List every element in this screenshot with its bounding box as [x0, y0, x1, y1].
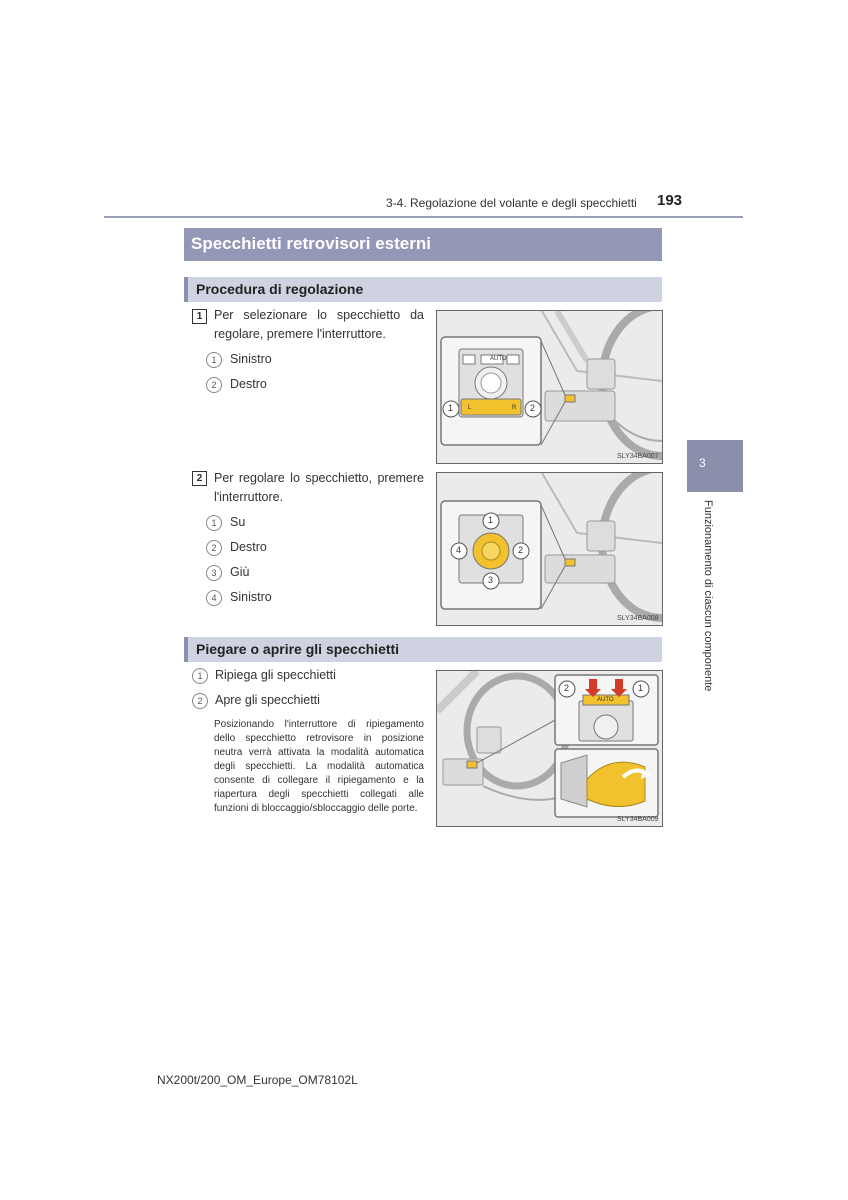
step-2-item-4-text: Sinistro — [230, 590, 272, 604]
running-header: 3-4. Regolazione del volante e degli specchietti — [386, 196, 637, 210]
figure-mirror-select-illustration — [437, 311, 662, 463]
document-code-footer: NX200t/200_OM_Europe_OM78102L — [157, 1073, 358, 1087]
step-1-item-1-text: Sinistro — [230, 352, 272, 366]
step-2-item-2-marker: 2 — [206, 540, 222, 556]
step-1-item-2-text: Destro — [230, 377, 267, 391]
figure-1-callout-2: 2 — [530, 403, 536, 413]
figure-2-callout-2: 2 — [518, 545, 524, 555]
subheading-fold: Piegare o aprire gli specchietti — [184, 637, 662, 662]
figure-2-callout-1: 1 — [488, 515, 494, 525]
figure-1-callout-1: 1 — [448, 403, 454, 413]
figure-3-code: SLY34BA009 — [617, 816, 659, 823]
step-2-item-3-marker: 3 — [206, 565, 222, 581]
fold-item-2-marker: 2 — [192, 693, 208, 709]
figure-1-code: SLY34BA007 — [617, 453, 659, 460]
step-2-text: Per regolare lo specchietto, premere l'interruttore. — [214, 471, 424, 504]
step-1-item-2-marker: 2 — [206, 377, 222, 393]
step-2-item-1-marker: 1 — [206, 515, 222, 531]
fold-item-1-text: Ripiega gli specchietti — [215, 668, 336, 682]
section-title: Specchietti retrovisori esterni — [184, 228, 662, 261]
fold-note: Posizionando l'interruttore di ripiegamento dello specchietto retrovisore in posizione neutra verrà attivata la modalità automatica degli specchietti. La modalità automatica consente di collegare il ripiegamento e la riapertura degli specchietti collegati alle funzioni di bloccaggio/sbloccaggio delle porte. — [214, 719, 424, 814]
step-2-item-2-text: Destro — [230, 540, 267, 554]
fold-item-1-marker: 1 — [192, 668, 208, 684]
step-1-marker: 1 — [192, 309, 207, 324]
chapter-title-vertical: Funzionamento di ciascun componente — [702, 500, 714, 692]
header-rule — [104, 216, 743, 218]
step-2-item-4-marker: 4 — [206, 590, 222, 606]
figure-mirror-fold — [436, 670, 663, 827]
chapter-tab — [687, 440, 743, 492]
figure-2-callout-3: 3 — [488, 575, 494, 585]
step-2-item-1-text: Su — [230, 515, 246, 529]
step-1-text: Per selezionare lo specchietto da regolare, premere l'interruttore. — [214, 308, 424, 341]
page-number: 193 — [657, 192, 683, 209]
chapter-number: 3 — [699, 456, 706, 470]
figure-3-callout-2: 2 — [564, 683, 570, 693]
step-2-marker: 2 — [192, 471, 207, 486]
figure-3-callout-1: 1 — [638, 683, 644, 693]
figure-2-callout-4: 4 — [456, 545, 462, 555]
switch-r-label: R — [512, 405, 517, 411]
switch-auto-label: AUTO — [490, 356, 507, 362]
figure-mirror-adjust — [436, 472, 663, 626]
switch-auto-label-fold: AUTO — [597, 697, 614, 703]
figure-mirror-fold-illustration — [437, 671, 662, 826]
figure-mirror-adjust-illustration — [437, 473, 662, 625]
step-1-item-1-marker: 1 — [206, 352, 222, 368]
subheading-procedure: Procedura di regolazione — [184, 277, 662, 302]
switch-l-label: L — [468, 405, 472, 411]
figure-mirror-select — [436, 310, 663, 464]
figure-2-code: SLY34BA008 — [617, 615, 659, 622]
step-2-item-3-text: Giù — [230, 565, 250, 579]
fold-item-2-text: Apre gli specchietti — [215, 693, 320, 707]
